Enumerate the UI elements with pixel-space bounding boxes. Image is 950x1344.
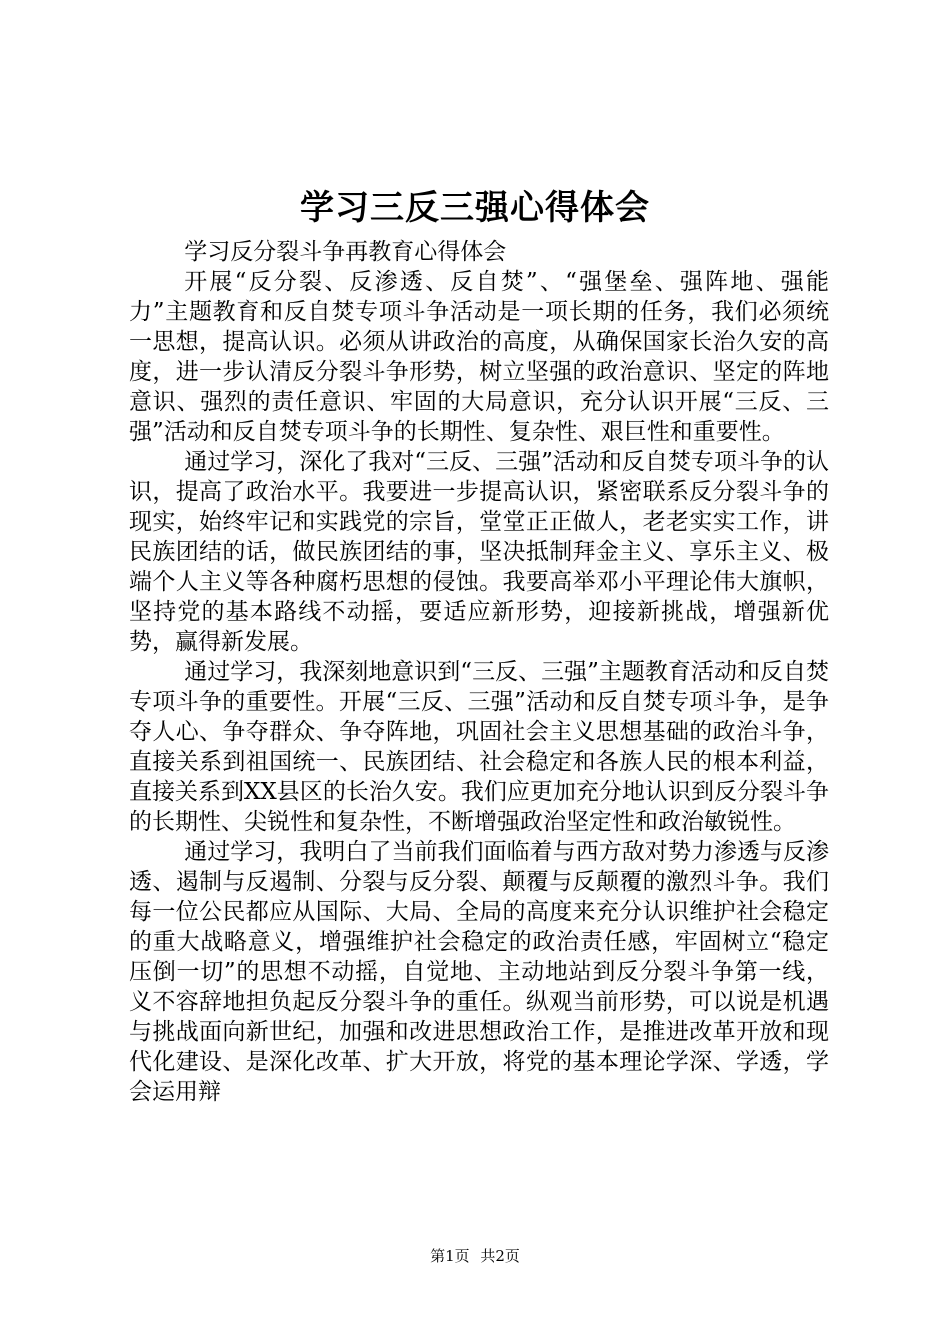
paragraph: 通过学习，我深刻地意识到“三反、三强”主题教育活动和反自焚专项斗争的重要性。开展“三反、三强”活动和反自焚专项斗争，是争夺人心、争夺群众、争夺阵地，巩固社会主义思想基础的政治斗争，直接关系到祖国统一、民族团结、社会稳定和各族人民的根本利益，直接关系到XX县区的长治久安。我们应更加充分地认识到反分裂斗争的长期性、尖锐性和复杂性，不断增强政治坚定性和政治敏锐性。 [129, 659, 829, 835]
document-title: 学习三反三强心得体会 [300, 188, 650, 228]
document-subtitle: 学习反分裂斗争再教育心得体会 [184, 239, 507, 265]
page-footer [0, 1246, 950, 1266]
page-total: 共2页 [480, 1247, 520, 1265]
paragraph: 开展“反分裂、反渗透、反自焚”、“强堡垒、强阵地、强能力”主题教育和反自焚专项斗争活动是一项长期的任务，我们必须统一思想，提高认识。必须从讲政治的高度，从确保国家长治久安的高度，进一步认清反分裂斗争形势，树立坚强的政治意识、坚定的阵地意识、强烈的责任意识、牢固的大局意识，充分认识开展“三反、三强”活动和反自焚专项斗争的长期性、复杂性、艰巨性和重要性。 [129, 269, 829, 445]
paragraph: 通过学习，我明白了当前我们面临着与西方敌对势力渗透与反渗透、遏制与反遏制、分裂与反分裂、颠覆与反颠覆的激烈斗争。我们每一位公民都应从国际、大局、全局的高度来充分认识维护社会稳定的重大战略意义，增强维护社会稳定的政治责任感，牢固树立“稳定压倒一切”的思想不动摇，自觉地、主动地站到反分裂斗争第一线，义不容辞地担负起反分裂斗争的重任。纵观当前形势，可以说是机遇与挑战面向新世纪，加强和改进思想政治工作，是推进改革开放和现代化建设、是深化改革、扩大开放，将党的基本理论学深、学透，学会运用辩 [129, 839, 829, 1105]
page-number: 第1页 [430, 1247, 470, 1265]
paragraph: 通过学习，深化了我对“三反、三强”活动和反自焚专项斗争的认识，提高了政治水平。我要进一步提高认识，紧密联系反分裂斗争的现实，始终牢记和实践党的宗旨，堂堂正正做人，老老实实工作，讲民族团结的话，做民族团结的事，坚决抵制拜金主义、享乐主义、极端个人主义等各种腐朽思想的侵蚀。我要高举邓小平理论伟大旗帜，坚持党的基本路线不动摇，要适应新形势，迎接新挑战，增强新优势，赢得新发展。 [129, 449, 829, 655]
document-body [129, 237, 829, 1107]
